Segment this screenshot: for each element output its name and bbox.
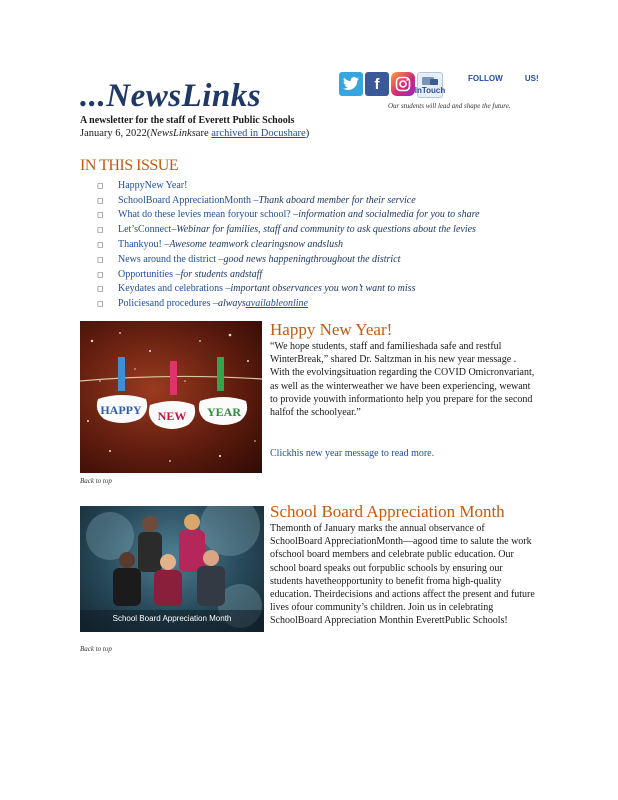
toc-item[interactable] xyxy=(97,282,480,297)
happy-word: HAPPY xyxy=(100,403,142,417)
article-body: Themonth of January marks the annual observance of SchoolBoard AppreciationMonth—agood time to salute the work ofschool board members and celebrate public education. Our school board speaks out forpublic schools by ensuring our students havetheopportunity to benefit froma high-quality education. Theirdecisions and actions affect the present and future lives ofour community’s children. Join us in celebrating SchoolBoard Appreciation Monthin EverettPublic Schools! xyxy=(270,523,535,627)
bullet-icon: ◻ xyxy=(97,269,104,279)
bullet-icon: ◻ xyxy=(97,180,104,190)
close-paren: ) xyxy=(305,128,310,139)
toc-item-label: Policiesand procedures – xyxy=(118,298,218,310)
toc-item-label: Let’sConnect– xyxy=(118,224,177,236)
toc-item-label: What do these levies mean foryour school? – xyxy=(118,209,299,221)
toc-item-desc: good news happeningthroughout the district xyxy=(223,253,401,265)
social-icons xyxy=(339,72,446,98)
school-board-photo xyxy=(80,506,264,632)
facebook-icon[interactable]: f xyxy=(365,72,389,96)
photo-caption: School Board Appreciation Month xyxy=(112,614,232,623)
district-motto: Our students will lead and shape the future. xyxy=(388,102,511,110)
toc-item-desc: always xyxy=(217,298,246,310)
toc-item-desc: information and socialmedia for you to share xyxy=(298,209,480,221)
new-word: NEW xyxy=(157,409,187,423)
intouch-label: InTouch xyxy=(414,85,446,95)
toc-item-desc: Thank aboard member for their service xyxy=(258,194,416,206)
newsletter-title: ...NewsLinks xyxy=(80,78,262,114)
bullet-icon: ◻ xyxy=(97,195,104,205)
instagram-icon[interactable] xyxy=(391,72,415,96)
article-title: School Board Appreciation Month xyxy=(270,502,505,521)
back-to-top-link[interactable]: Back to top xyxy=(80,477,112,485)
bullet-icon: ◻ xyxy=(97,299,104,309)
toc-item-desc: important observances you won’t want to miss xyxy=(230,283,416,295)
toc-item[interactable] xyxy=(97,193,480,208)
toc-item[interactable] xyxy=(97,222,480,237)
toc-item[interactable] xyxy=(97,267,480,282)
in-this-issue-heading: IN THIS ISSUE xyxy=(80,157,179,174)
intouch-icon[interactable] xyxy=(414,72,446,98)
toc-item-label: Opportunities – xyxy=(118,268,181,280)
toc-item[interactable] xyxy=(97,178,480,193)
toc-item-label: HappyNew Year! xyxy=(118,179,188,191)
article-title: Happy New Year! xyxy=(270,320,393,339)
back-to-top-link[interactable]: Back to top xyxy=(80,645,112,653)
bullet-icon: ◻ xyxy=(97,240,104,250)
article-body: “We hope students, staff and familieshada safe and restful WinterBreak,” shared Dr. Saltzman in his new year message . With the evolvingsituation regarding the COVID Omicronvariant, as well as the winterweather we have been experiencing, wewant to provide youwith informationto help you prepare for the second halfof the schoolyear.” xyxy=(270,341,535,419)
issue-date: January 6, 2022( xyxy=(80,128,151,139)
dateline xyxy=(80,128,309,139)
bullet-icon: ◻ xyxy=(97,284,104,294)
toc-item-desc: Webinar for families, staff and community to ask questions about the levies xyxy=(176,224,476,236)
toc-item-label: Thankyou! – xyxy=(118,239,170,251)
toc-item-desc: Awesome teamwork clearingsnow andslush xyxy=(169,239,343,251)
toc-item-label: SchoolBoard AppreciationMonth – xyxy=(118,194,259,206)
bullet-icon: ◻ xyxy=(97,254,104,264)
docushare-archive-link[interactable]: archived in Docushare xyxy=(211,128,306,139)
newslinks-italic: NewsLinks xyxy=(150,128,196,139)
toc-item-desc: for students andstaff xyxy=(180,268,263,280)
follow-us-link[interactable]: FOLLOW US! xyxy=(468,74,539,83)
bullet-icon: ◻ xyxy=(97,225,104,235)
happy-new-year-photo xyxy=(80,321,262,473)
toc-item[interactable] xyxy=(97,237,480,252)
new-year-message-link[interactable]: Clickhis new year message to read more. xyxy=(270,448,435,459)
toc-item-label: News around the district – xyxy=(118,253,224,265)
toc-item[interactable] xyxy=(97,208,480,223)
table-of-contents xyxy=(97,178,480,311)
toc-item-label: Keydates and celebrations – xyxy=(118,283,231,295)
toc-item[interactable] xyxy=(97,252,480,267)
year-word: YEAR xyxy=(206,405,241,419)
bullet-icon: ◻ xyxy=(97,210,104,220)
policies-online-link[interactable]: availableonline xyxy=(245,298,308,310)
newsletter-tagline: A newsletter for the staff of Everett Public Schools xyxy=(80,115,295,126)
twitter-icon[interactable] xyxy=(339,72,363,96)
are-text: are xyxy=(195,128,212,139)
toc-item[interactable] xyxy=(97,296,480,311)
